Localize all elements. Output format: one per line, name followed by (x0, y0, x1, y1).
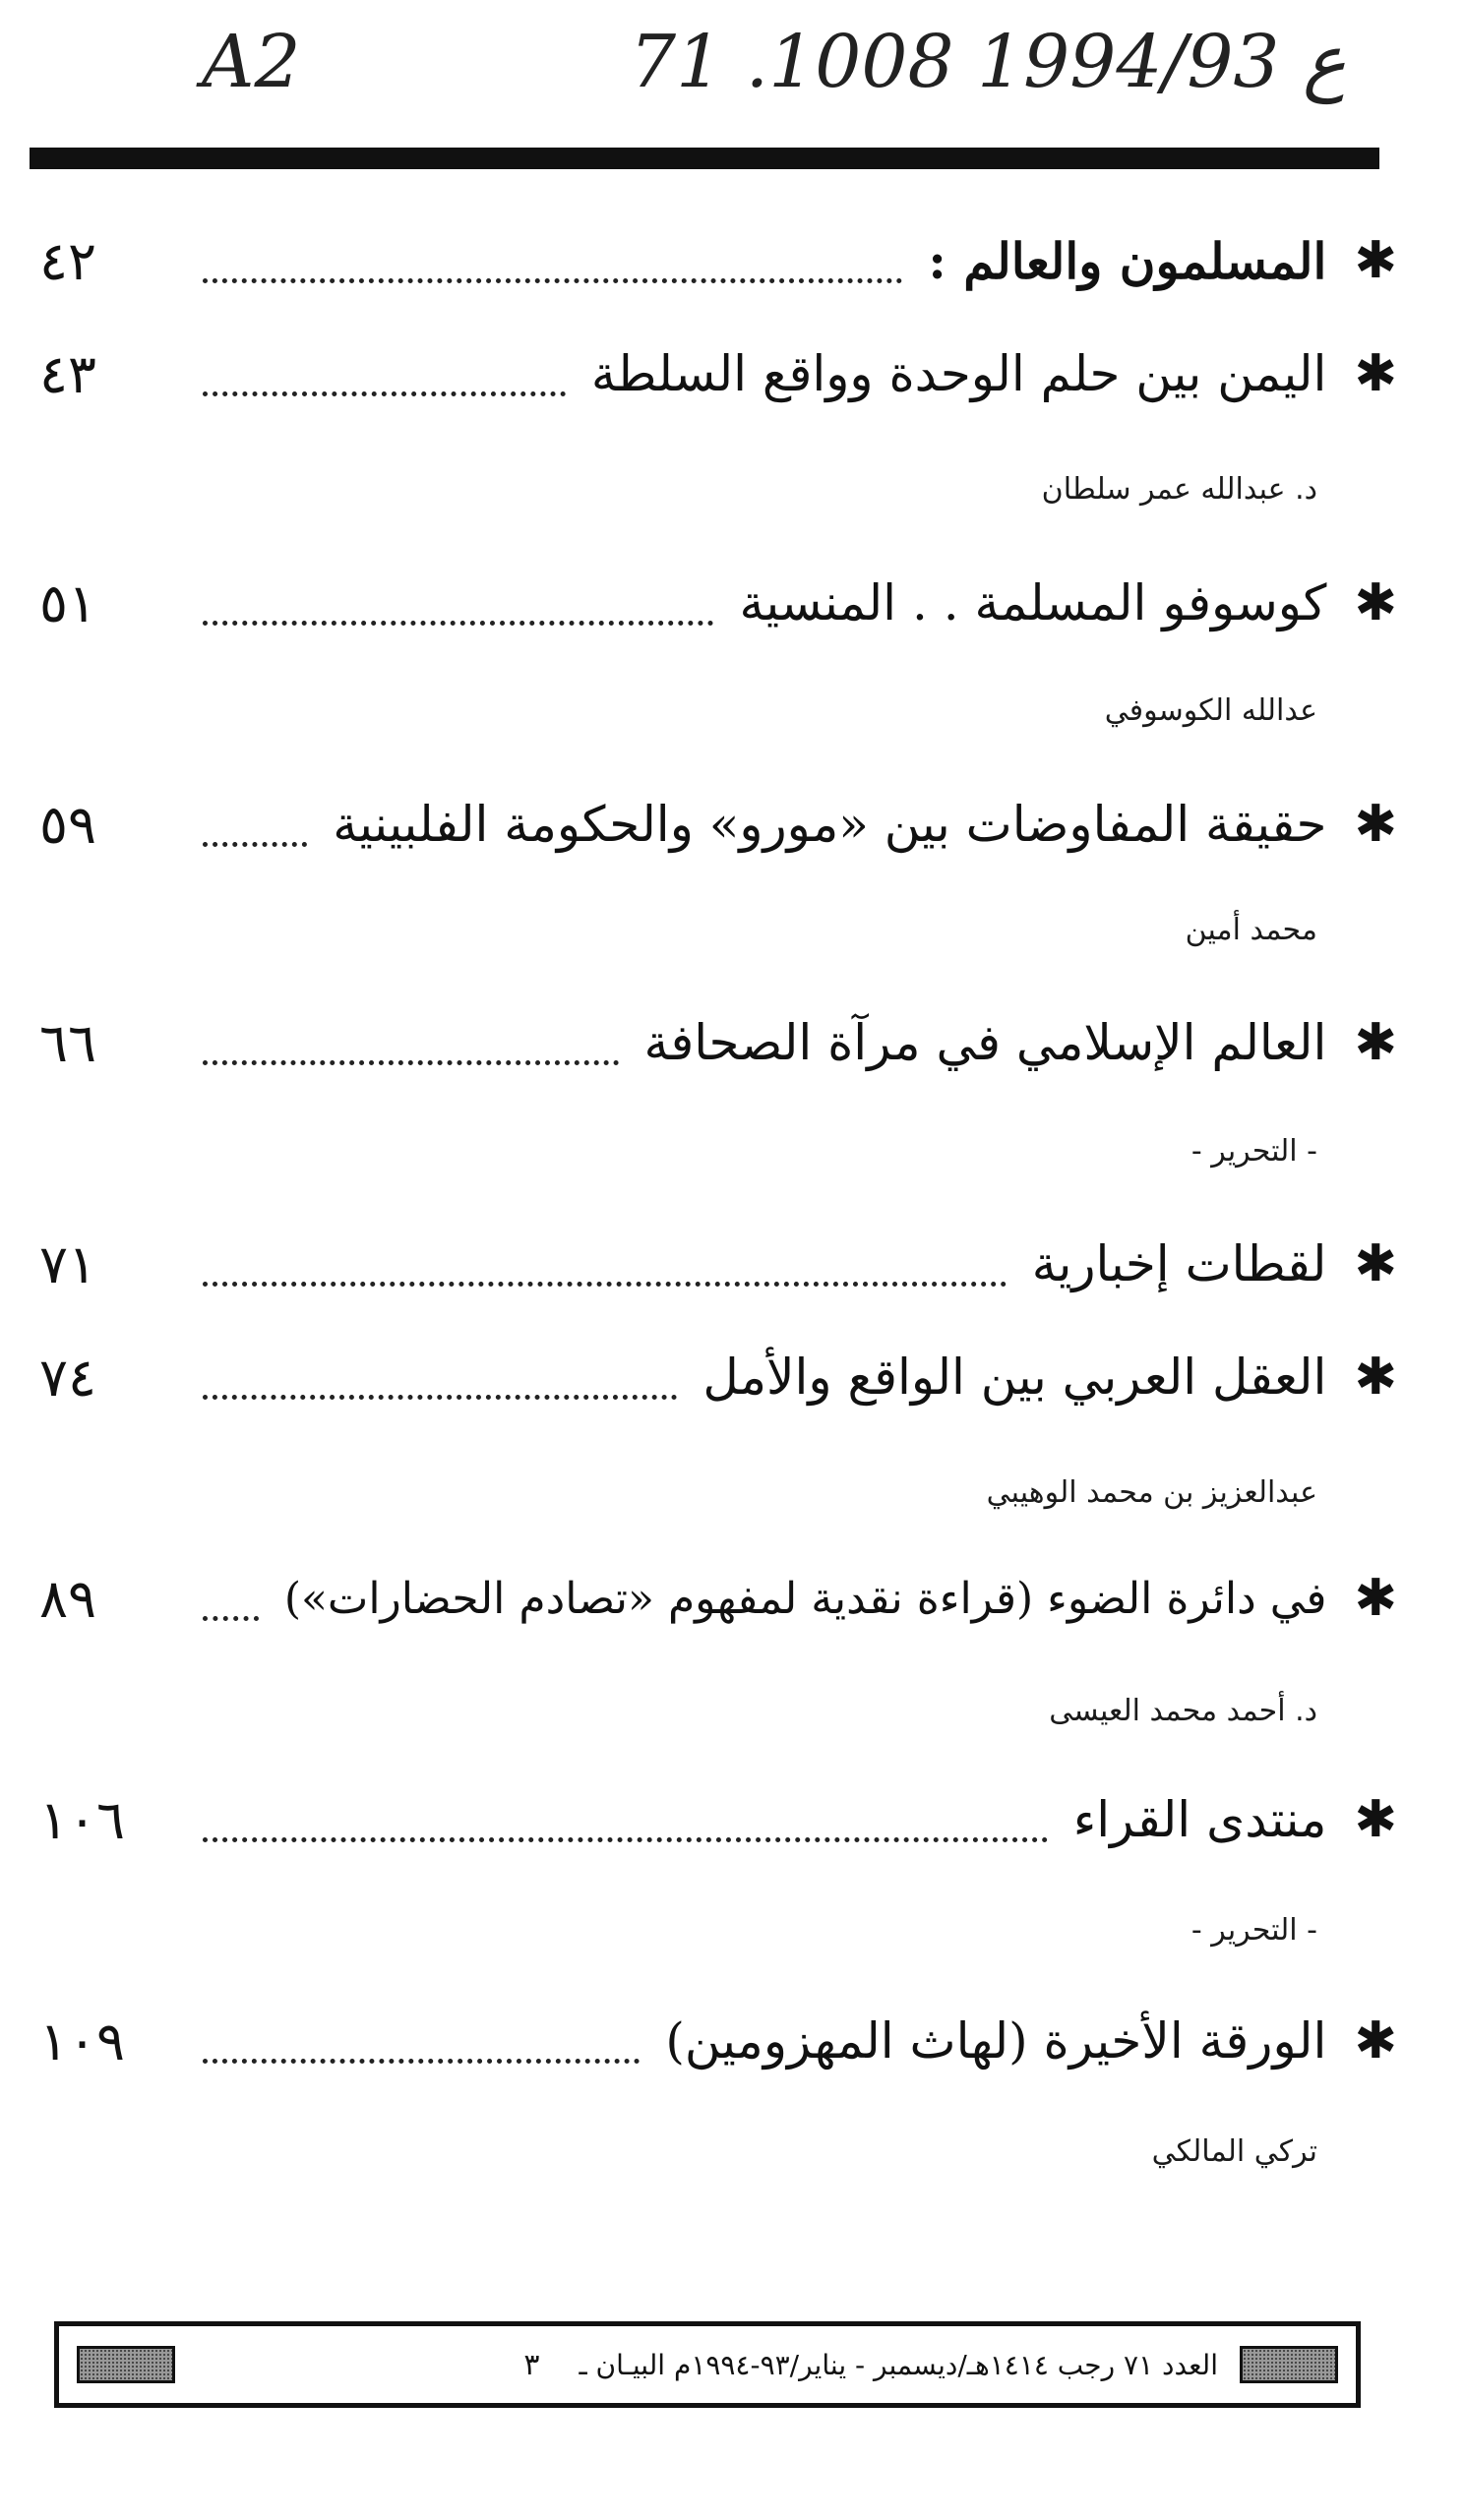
toc-entry[interactable] (39, 998, 1397, 1087)
asterisk-icon: ✱ (1354, 1013, 1397, 1072)
dot-leader (203, 621, 713, 626)
asterisk-icon: ✱ (1354, 231, 1397, 290)
toc-entry[interactable] (39, 1333, 1397, 1421)
toc-entry-page: ١٠٦ (39, 1788, 126, 1851)
handwritten-archive-code: A2 (202, 20, 301, 104)
toc-entry-title: منتدى القراء (1072, 1791, 1327, 1848)
toc-entry-page: ٤٣ (39, 342, 97, 405)
toc-entry[interactable] (39, 1775, 1397, 1864)
handwritten-issue-note: 71 .ع 1994/93 1008 (630, 20, 1347, 104)
footer-page-number: ٣ (523, 2347, 540, 2382)
header-rule (30, 148, 1379, 169)
toc-entry[interactable] (39, 559, 1397, 647)
toc-entry-author: - التحرير - (1190, 1913, 1317, 1948)
dot-leader (203, 842, 307, 847)
dot-leader (203, 1616, 259, 1621)
toc-entry-author: محمد أمين (1185, 913, 1317, 947)
toc-entry-page: ٥٩ (39, 793, 97, 856)
toc-entry[interactable] (39, 780, 1397, 869)
asterisk-icon: ✱ (1354, 795, 1397, 854)
toc-entry-title: المسلمون والعالم : (928, 231, 1327, 290)
toc-entry-author: - التحرير - (1190, 1134, 1317, 1169)
asterisk-icon: ✱ (1354, 1348, 1397, 1407)
asterisk-icon: ✱ (1354, 1569, 1397, 1628)
dot-leader (203, 391, 566, 396)
dot-leader (203, 2059, 640, 2064)
toc-entry-page: ٧٤ (39, 1346, 97, 1409)
toc-entry-title: كوسوفو المسلمة . . المنسية (739, 574, 1327, 631)
toc-entry-author: عدالله الكوسوفي (1104, 693, 1317, 728)
toc-entry-title: حقيقة المفاوضات بين «مورو» والحكومة الفلبينية (333, 796, 1327, 853)
toc-entry[interactable] (39, 1997, 1397, 2085)
toc-entry-page: ٦٦ (39, 1011, 97, 1074)
asterisk-icon: ✱ (1354, 573, 1397, 632)
toc-entry[interactable] (39, 330, 1397, 418)
toc-entry-page: ٤٢ (39, 229, 97, 292)
toc-entry-page: ٨٩ (39, 1567, 97, 1630)
toc-entry-title: العقل العربي بين الواقع والأمل (702, 1349, 1327, 1406)
toc-entry-title: في دائرة الضوء (قراءة نقدية لمفهوم «تصادم الحضارات») (283, 1573, 1327, 1624)
dot-leader (203, 1282, 1007, 1287)
toc-entry-author: عبدالعزيز بن محمد الوهيبي (986, 1475, 1317, 1510)
asterisk-icon: ✱ (1354, 344, 1397, 403)
toc-entry-title: العالم الإسلامي في مرآة الصحافة (643, 1014, 1327, 1071)
asterisk-icon: ✱ (1354, 1790, 1397, 1849)
dot-leader (203, 1395, 677, 1400)
toc-entry-page: ٧١ (39, 1232, 97, 1295)
toc-entry-title: لقطات إخبارية (1031, 1235, 1327, 1292)
toc-entry[interactable] (39, 1220, 1397, 1308)
toc-entry-author: تركي المالكي (1151, 2134, 1317, 2169)
toc-entry-page: ٥١ (39, 571, 97, 634)
toc-entry-page: ١٠٩ (39, 2010, 126, 2072)
dot-leader (203, 1837, 1048, 1842)
asterisk-icon: ✱ (1354, 2011, 1397, 2070)
toc-entry-title: اليمن بين حلم الوحدة وواقع السلطة (590, 345, 1327, 402)
toc-entry[interactable] (39, 216, 1397, 305)
footer-shaded-block-right (1240, 2346, 1338, 2383)
dot-leader (203, 1060, 619, 1065)
footer-issue-text: العدد ٧١ رجب ١٤١٤هـ/ديسمبر - يناير/٩٣-١٩٩٤م البيـان ـ (579, 2348, 1218, 2381)
dot-leader (203, 278, 902, 283)
asterisk-icon: ✱ (1354, 1234, 1397, 1293)
toc-entry-author: د. أحمد محمد العيسى (1049, 1694, 1317, 1728)
toc-entry-title: الورقة الأخيرة (لهاث المهزومين) (665, 2012, 1327, 2070)
footer-shaded-block-left (77, 2346, 175, 2383)
issue-footer (54, 2321, 1361, 2408)
toc-entry[interactable] (39, 1554, 1397, 1643)
toc-entry-author: د. عبدالله عمر سلطان (1041, 472, 1317, 507)
